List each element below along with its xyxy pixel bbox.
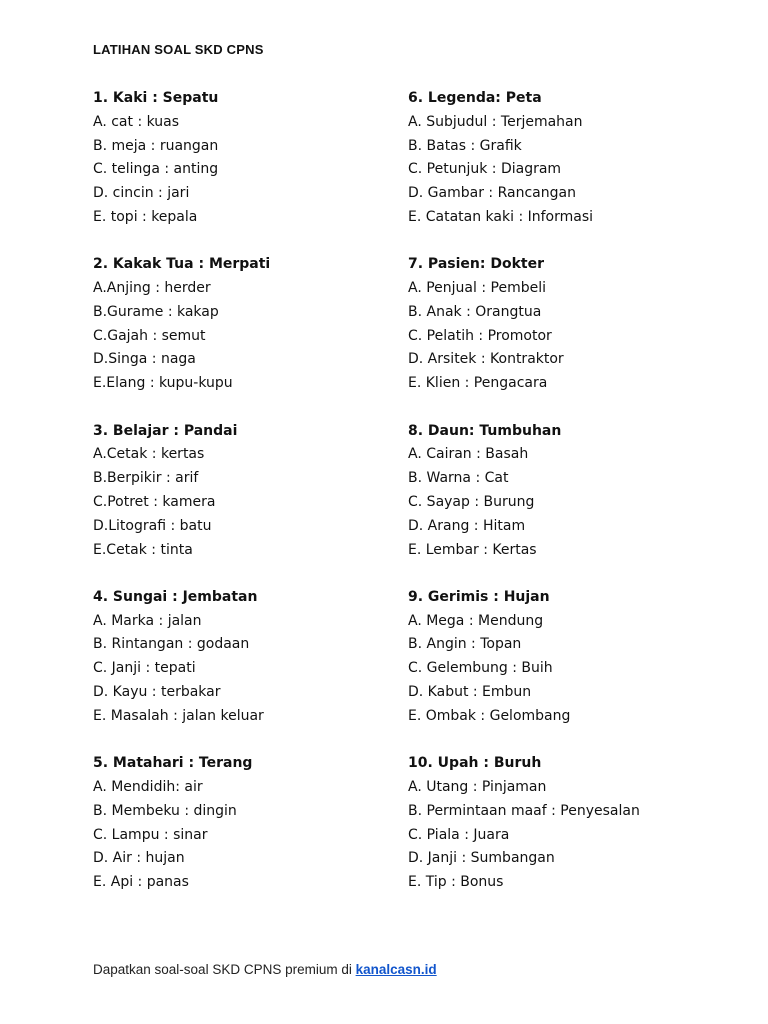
- option-e: E. Api : panas: [93, 874, 189, 891]
- option-d: D. Arsitek : Kontraktor: [408, 351, 564, 368]
- question-title: 4. Sungai : Jembatan: [93, 588, 258, 605]
- option-a: A. Marka : jalan: [93, 612, 202, 629]
- option-d: D. Arang : Hitam: [408, 517, 526, 534]
- option-e: E. Lembar : Kertas: [408, 541, 537, 558]
- option-a: A. Utang : Pinjaman: [408, 778, 547, 795]
- option-c: C. Piala : Juara: [408, 826, 510, 843]
- option-b: B. meja : ruangan: [93, 137, 219, 154]
- question-title: 1. Kaki : Sepatu: [93, 90, 219, 106]
- option-e: E.Elang : kupu-kupu: [93, 375, 233, 392]
- option-b: B.Berpikir : arif: [93, 470, 199, 487]
- option-a: A. Subjudul : Terjemahan: [408, 113, 583, 130]
- option-e: E.Cetak : tinta: [93, 541, 193, 558]
- question-9: [408, 586, 738, 729]
- option-d: D.Litografi : batu: [93, 517, 212, 534]
- document-title: LATIHAN SOAL SKD CPNS: [93, 42, 264, 57]
- question-5: [93, 752, 423, 895]
- option-b: B. Angin : Topan: [408, 636, 522, 653]
- option-c: C. Sayap : Burung: [408, 493, 535, 510]
- option-b: B. Rintangan : godaan: [93, 636, 250, 653]
- option-b: B.Gurame : kakap: [93, 303, 219, 320]
- right-column: [408, 87, 738, 918]
- question-title: 9. Gerimis : Hujan: [408, 588, 550, 605]
- option-d: D. Kabut : Embun: [408, 684, 532, 701]
- option-e: E. Tip : Bonus: [408, 874, 504, 891]
- option-d: D. cincin : jari: [93, 185, 190, 202]
- option-e: E. topi : kepala: [93, 208, 198, 225]
- question-10: [408, 752, 738, 895]
- option-e: E. Masalah : jalan keluar: [93, 707, 264, 724]
- option-a: A.Cetak : kertas: [93, 446, 205, 463]
- option-c: C. Petunjuk : Diagram: [408, 161, 562, 178]
- option-c: C. telinga : anting: [93, 161, 219, 178]
- option-c: C. Gelembung : Buih: [408, 660, 553, 677]
- question-8: [408, 420, 738, 563]
- option-b: B. Warna : Cat: [408, 470, 509, 487]
- option-e: E. Klien : Pengacara: [408, 375, 548, 392]
- question-title: 5. Matahari : Terang: [93, 755, 253, 772]
- option-d: D. Kayu : terbakar: [93, 684, 221, 701]
- option-c: C.Gajah : semut: [93, 327, 206, 344]
- option-e: E. Ombak : Gelombang: [408, 707, 571, 724]
- question-title: 8. Daun: Tumbuhan: [408, 422, 562, 439]
- option-a: A. cat : kuas: [93, 113, 180, 130]
- option-a: A. Mega : Mendung: [408, 612, 544, 629]
- option-c: C. Lampu : sinar: [93, 826, 208, 843]
- option-e: E. Catatan kaki : Informasi: [408, 208, 594, 225]
- option-d: D. Gambar : Rancangan: [408, 185, 576, 202]
- option-a: A.Anjing : herder: [93, 280, 211, 297]
- option-d: D. Janji : Sumbangan: [408, 850, 555, 867]
- question-6: [408, 87, 738, 230]
- question-title: 3. Belajar : Pandai: [93, 422, 238, 439]
- option-d: D. Air : hujan: [93, 850, 185, 867]
- option-a: A. Cairan : Basah: [408, 446, 529, 463]
- option-c: C. Janji : tepati: [93, 660, 196, 677]
- question-title: 7. Pasien: Dokter: [408, 256, 544, 273]
- option-b: B. Permintaan maaf : Penyesalan: [408, 802, 640, 819]
- question-2: [93, 253, 423, 396]
- footer-link[interactable]: kanalcasn.id: [355, 962, 437, 977]
- option-b: B. Membeku : dingin: [93, 802, 237, 819]
- question-title: 10. Upah : Buruh: [408, 755, 542, 772]
- footer: [93, 962, 437, 977]
- footer-text: Dapatkan soal-soal SKD CPNS premium di: [93, 962, 356, 977]
- option-b: B. Batas : Grafik: [408, 137, 522, 154]
- left-column: [93, 87, 423, 918]
- question-title: 6. Legenda: Peta: [408, 90, 542, 106]
- option-b: B. Anak : Orangtua: [408, 303, 542, 320]
- question-7: [408, 253, 738, 396]
- question-4: [93, 586, 423, 729]
- option-a: A. Mendidih: air: [93, 778, 203, 795]
- question-3: [93, 420, 423, 563]
- option-c: C.Potret : kamera: [93, 493, 216, 510]
- option-a: A. Penjual : Pembeli: [408, 280, 546, 297]
- option-d: D.Singa : naga: [93, 351, 196, 368]
- question-title: 2. Kakak Tua : Merpati: [93, 256, 271, 273]
- question-1: [93, 87, 423, 230]
- option-c: C. Pelatih : Promotor: [408, 327, 552, 344]
